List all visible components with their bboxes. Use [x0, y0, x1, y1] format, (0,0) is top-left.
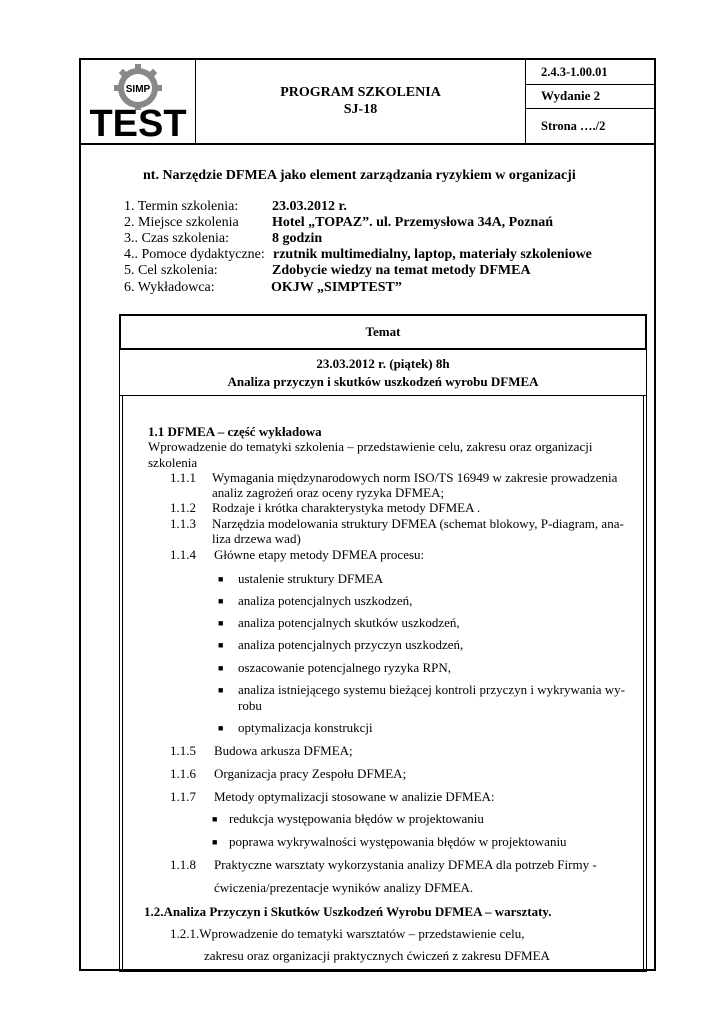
page-title: PROGRAM SZKOLENIA [280, 85, 441, 100]
topic-inner-left [122, 395, 123, 972]
section-1-1-intro: Wprowadzenie do tematyki szkolenia – przedstawienie celu, zakresu oraz organizacji [148, 439, 593, 454]
logo-seal-text: SIMP [125, 84, 151, 95]
bullet-icon: ■ [218, 640, 224, 650]
bullet-icon: ■ [218, 723, 224, 733]
info-label: 3.. Czas szkolenia: [124, 231, 229, 246]
edition: Wydanie 2 [541, 88, 601, 103]
item-text: Organizacja pracy Zespołu DFMEA; [214, 766, 407, 781]
topic-inner-right [643, 395, 644, 972]
header-divider-right [525, 58, 526, 144]
item-number: 1.1.6 [170, 766, 196, 781]
stage-item: analiza istniejącego systemu bieżącej kontroli przyczyn i wykrywania wy- [238, 682, 625, 697]
item-number: 1.1.8 [170, 857, 196, 872]
opt-method: poprawa wykrywalności występowania błędów w projektowaniu [229, 834, 567, 849]
stage-item: analiza potencjalnych uszkodzeń, [238, 593, 413, 608]
item-number: 1.1.3 [170, 516, 196, 531]
info-value: Zdobycie wiedzy na temat metody DFMEA [272, 263, 531, 278]
bullet-icon: ■ [218, 596, 224, 606]
item-text: Budowa arkusza DFMEA; [214, 743, 353, 758]
item-number: 1.1.4 [170, 547, 196, 562]
header-divider-left [195, 58, 196, 144]
section-1-2-title: 1.2.Analiza Przyczyn i Skutków Uszkodzeń Wyrobu DFMEA – warsztaty. [144, 904, 552, 919]
info-value: Hotel „TOPAZ”. ul. Przemysłowa 34A, Poznań [272, 215, 554, 230]
bullet-icon: ■ [218, 574, 224, 584]
bullet-icon: ■ [218, 663, 224, 673]
section-1-1-title: 1.1 DFMEA – część wykładowa [148, 424, 322, 439]
topic-header: Temat [365, 324, 401, 339]
item-text-cont: ćwiczenia/prezentacje wyników analizy DFMEA. [214, 880, 474, 895]
bullet-icon: ■ [218, 685, 224, 695]
info-label: 1. Termin szkolenia: [124, 199, 239, 214]
subject-line: nt. Narzędzie DFMEA jako element zarządzania ryzykiem w organizacji [143, 168, 576, 183]
info-label: 6. Wykładowca: [124, 280, 215, 295]
info-value: OKJW „SIMPTEST” [271, 280, 402, 295]
item-text: Główne etapy metody DFMEA procesu: [214, 547, 425, 562]
info-value: 8 godzin [272, 231, 323, 246]
section-1-2-1-cont: zakresu oraz organizacji praktycznych ćwiczeń z zakresu DFMEA [204, 948, 550, 963]
bullet-icon: ■ [218, 618, 224, 628]
logo-text: TEST [89, 103, 187, 145]
simptest-logo [89, 64, 187, 145]
doc-code: 2.4.3-1.00.01 [541, 65, 608, 79]
page-number: Strona …./2 [541, 119, 606, 133]
item-text-cont: analiz zagrożeń oraz oceny ryzyka DFMEA; [212, 485, 445, 500]
info-label: 4.. Pomoce dydaktyczne: [124, 247, 265, 262]
stage-item: oszacowanie potencjalnego ryzyka RPN, [238, 660, 451, 675]
stage-item: analiza potencjalnych skutków uszkodzeń, [238, 615, 460, 630]
stage-item: analiza potencjalnych przyczyn uszkodzeń, [238, 637, 464, 652]
stage-item-cont: robu [238, 698, 262, 713]
page-subtitle: SJ-18 [343, 102, 378, 117]
info-label: 2. Miejsce szkolenia [124, 215, 239, 230]
item-text-cont: liza drzewa wad) [212, 531, 301, 546]
item-text: Praktyczne warsztaty wykorzystania analizy DFMEA dla potrzeb Firmy - [214, 857, 597, 872]
item-text: Narzędzia modelowania struktury DFMEA (schemat blokowy, P-diagram, ana- [212, 516, 624, 531]
stage-item: ustalenie struktury DFMEA [238, 571, 384, 586]
topic-row-rule [119, 395, 647, 396]
header-right-rule-1 [525, 84, 656, 85]
info-value: rzutnik multimedialny, laptop, materiały szkoleniowe [273, 247, 592, 262]
info-label: 5. Cel szkolenia: [124, 263, 218, 278]
simp-gear-icon [89, 64, 187, 145]
bullet-icon: ■ [212, 837, 218, 847]
section-1-1-intro-cont: szkolenia [148, 455, 198, 470]
info-value: 23.03.2012 r. [272, 199, 347, 214]
stage-item: optymalizacja konstrukcji [238, 720, 373, 735]
header-right-rule-2 [525, 108, 656, 109]
item-text: Wymagania międzynarodowych norm ISO/TS 16949 w zakresie prowadzenia [212, 470, 618, 485]
section-1-2-1: 1.2.1.Wprowadzenie do tematyki warsztatów – przedstawienie celu, [170, 926, 525, 941]
item-number: 1.1.1 [170, 470, 196, 485]
item-number: 1.1.2 [170, 500, 196, 515]
item-text: Metody optymalizacji stosowane w analizie DFMEA: [214, 789, 495, 804]
opt-method: redukcja występowania błędów w projektowaniu [229, 811, 484, 826]
topic-title: Analiza przyczyn i skutków uszkodzeń wyrobu DFMEA [227, 374, 539, 389]
item-number: 1.1.7 [170, 789, 196, 804]
item-text: Rodzaje i krótka charakterystyka metody DFMEA . [212, 500, 481, 515]
bullet-icon: ■ [212, 814, 218, 824]
topic-date: 23.03.2012 r. (piątek) 8h [316, 356, 450, 371]
item-number: 1.1.5 [170, 743, 196, 758]
